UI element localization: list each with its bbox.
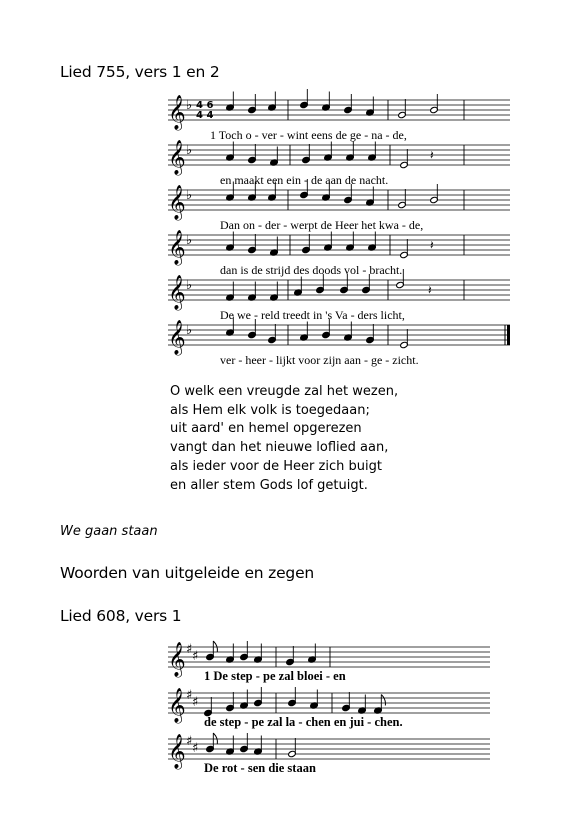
- flat-icon: ♭: [186, 98, 193, 113]
- verse-line: uit aard' en hemel opgerezen: [170, 421, 362, 437]
- song1-verse2: [170, 383, 398, 495]
- sharp-icon: ♯: [186, 734, 193, 749]
- treble-clef-icon: 𝄞: [168, 185, 186, 220]
- staff-system: [168, 230, 510, 266]
- flat-icon: ♭: [186, 278, 193, 293]
- staff-system: [168, 89, 510, 131]
- song2-lyric-line: 1 De step - pe zal bloei - en: [204, 669, 346, 683]
- blessing-title: Woorden van uitgeleide en zegen: [60, 564, 315, 582]
- sharp-icon: ♯: [186, 642, 193, 657]
- sharp-icon: ♯: [192, 741, 199, 756]
- song1-lyric-line: ver - heer - lijkt voor zijn aan - ge - zicht.: [220, 353, 419, 367]
- time-signature-icon: 4 6: [196, 100, 214, 111]
- treble-clef-icon: 𝄞: [168, 140, 186, 175]
- song2-score: [168, 643, 498, 783]
- treble-clef-icon: 𝄞: [168, 734, 186, 769]
- treble-clef-icon: 𝄞: [168, 642, 186, 677]
- song1-lyric-line: De we - reld treedt in 's Va - ders licht,: [220, 308, 405, 322]
- note-flag: [213, 641, 217, 652]
- song2-title: Lied 608, vers 1: [60, 607, 182, 625]
- song2-lyric-line: de step - pe zal la - chen en jui - chen.: [204, 715, 403, 729]
- note-flag: [213, 733, 217, 744]
- song1-title: Lied 755, vers 1 en 2: [60, 63, 220, 81]
- treble-clef-icon: 𝄞: [168, 275, 186, 310]
- song2-lyric-line: De rot - sen die staan: [204, 761, 316, 775]
- instruction-text: We gaan staan: [60, 524, 158, 539]
- song1-score: [168, 94, 518, 370]
- song1-lyric-line: en maakt een ein - de aan de nacht.: [220, 173, 389, 187]
- final-bar-line: [507, 325, 510, 345]
- song1-lyric-line: dan is de strijd des doods vol - bracht.: [220, 263, 403, 277]
- treble-clef-icon: 𝄞: [168, 688, 186, 723]
- note-flag: [381, 695, 385, 706]
- treble-clef-icon: 𝄞: [168, 95, 186, 130]
- sharp-icon: ♯: [192, 695, 199, 710]
- rest-icon: 𝄽: [430, 148, 434, 162]
- treble-clef-icon: 𝄞: [168, 320, 186, 355]
- song1-lyric-line: 1 Toch o - ver - wint eens de ge - na - de,: [210, 128, 407, 142]
- verse-line: en aller stem Gods lof getuigt.: [170, 477, 368, 493]
- rest-icon: 𝄽: [430, 238, 434, 252]
- flat-icon: ♭: [186, 323, 193, 338]
- staff-system: [168, 140, 510, 176]
- verse-line: als ieder voor de Heer zich buigt: [170, 458, 382, 474]
- flat-icon: ♭: [186, 143, 193, 158]
- treble-clef-icon: 𝄞: [168, 230, 186, 265]
- verse-line: vangt dan het nieuwe loflied aan,: [170, 440, 389, 456]
- time-signature-icon: 4 4: [196, 110, 214, 121]
- rest-icon: 𝄽: [428, 283, 432, 297]
- sharp-icon: ♯: [186, 688, 193, 703]
- verse-line: als Hem elk volk is toegedaan;: [170, 402, 370, 418]
- flat-icon: ♭: [186, 233, 193, 248]
- sharp-icon: ♯: [192, 649, 199, 664]
- verse-line: O welk een vreugde zal het wezen,: [170, 384, 399, 399]
- flat-icon: ♭: [186, 188, 193, 203]
- song1-lyric-line: Dan on - der - werpt de Heer het kwa - de,: [220, 218, 424, 232]
